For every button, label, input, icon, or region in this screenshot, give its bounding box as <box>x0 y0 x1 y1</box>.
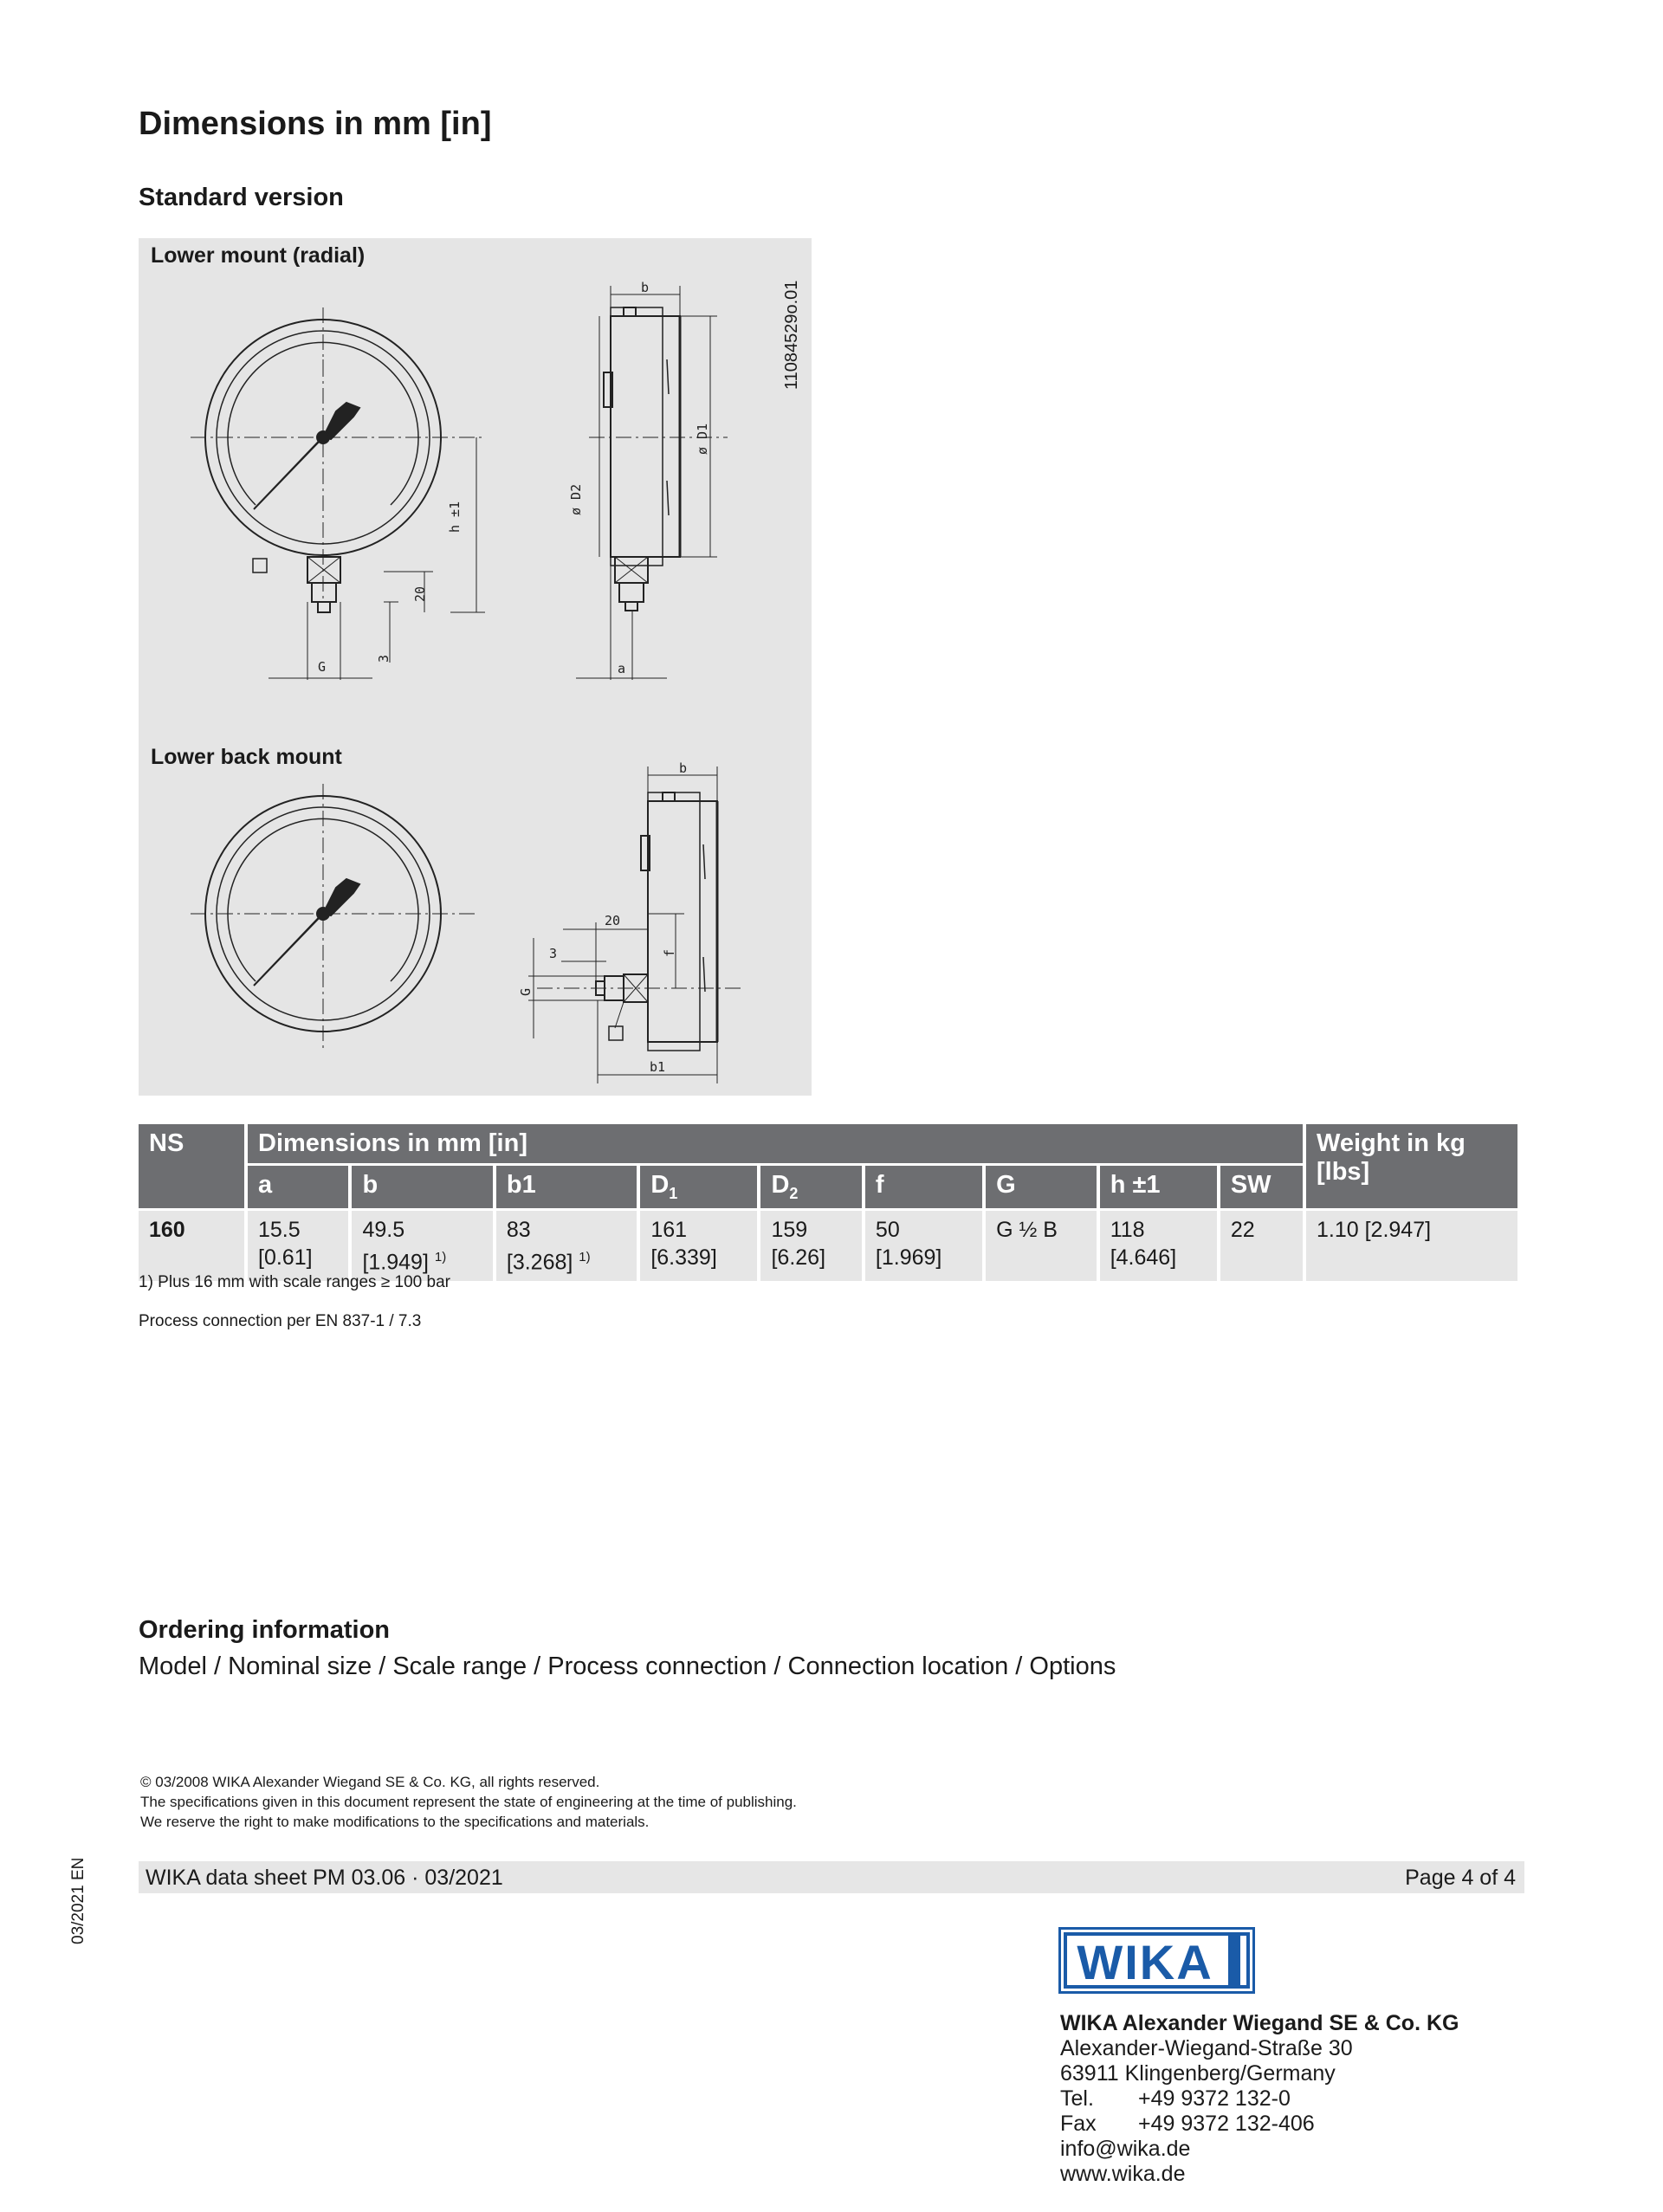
header-b: b <box>352 1166 492 1208</box>
thread-connection <box>312 583 336 602</box>
ordering-heading: Ordering information <box>139 1616 390 1644</box>
label-lower-back-mount: Lower back mount <box>151 745 342 769</box>
spanner-flat-symbol <box>253 559 267 572</box>
dim-label-f: f <box>662 948 677 957</box>
technical-drawing <box>139 238 812 1096</box>
cell-g: G ½ B <box>986 1211 1097 1281</box>
dimensions-table <box>135 1122 1521 1284</box>
header-h: h ±1 <box>1100 1166 1217 1208</box>
cell-a: 15.5 [0.61] <box>248 1211 348 1281</box>
header-d1: $D_1$ <box>640 1166 757 1208</box>
dim-label-g: G <box>318 659 327 675</box>
cell-h: 118 [4.646] <box>1100 1211 1217 1281</box>
drawing-number: 11084529o.01 <box>782 280 801 390</box>
modifications-line: We reserve the right to make modifications to the specifications and materials. <box>140 1814 650 1830</box>
label-lower-mount-radial: Lower mount (radial) <box>151 243 366 268</box>
cell-d2: 159 [6.26] <box>760 1211 861 1281</box>
cell-f: 50 [1.969] <box>865 1211 982 1281</box>
cell-b: 49.5 [1.949] $^{1)}$ <box>352 1211 492 1281</box>
svg-text:WIKA: WIKA <box>1077 1935 1213 1989</box>
back-mount-labels <box>518 760 687 1075</box>
phone: Tel. +49 9372 132-0 <box>1060 2086 1291 2111</box>
radial-side-view <box>576 286 728 680</box>
side-edition-text: 03/2021 EN <box>69 1857 87 1944</box>
page-number: Page 4 of 4 <box>1405 1866 1516 1890</box>
dim-label-h: h ±1 <box>447 501 463 533</box>
header-sw: SW <box>1220 1166 1303 1208</box>
fax: Fax +49 9372 132-406 <box>1060 2112 1315 2136</box>
pointer-hub <box>317 431 329 443</box>
cell-weight: 1.10 [2.947] <box>1306 1211 1517 1281</box>
dim-label-d2: ø D2 <box>568 483 584 515</box>
cell-ns: 160 <box>139 1211 244 1281</box>
radial-front-view <box>191 307 485 680</box>
specs-line: The specifications given in this document represent the state of engineering at the time of publishing. <box>140 1794 797 1810</box>
back-mount-front-view <box>191 784 476 1052</box>
table-row <box>139 1211 1517 1281</box>
dim-label-b1: b1 <box>650 1059 666 1075</box>
datasheet-id: WIKA data sheet PM 03.06 · 03/2021 <box>146 1866 503 1890</box>
dim-label-a: a <box>618 661 626 676</box>
website-link[interactable]: www.wika.de <box>1060 2162 1186 2186</box>
company-address <box>1060 2011 1459 2187</box>
cell-d1: 161 [6.339] <box>640 1211 757 1281</box>
gauge-drawing-svg <box>139 238 812 1096</box>
dim-label-20-back: 20 <box>605 913 621 928</box>
footnote: 1) Plus 16 mm with scale ranges ≥ 100 bar <box>139 1273 450 1291</box>
cell-sw: 22 <box>1220 1211 1303 1281</box>
header-a: a <box>248 1166 348 1208</box>
cell-b1: 83 [3.268] $^{1)}$ <box>496 1211 637 1281</box>
header-b1: b1 <box>496 1166 637 1208</box>
copyright-line: © 03/2008 WIKA Alexander Wiegand SE & Co. KG, all rights reserved. <box>140 1774 600 1790</box>
dim-label-3: 3 <box>376 654 391 663</box>
header-dimensions: Dimensions in mm [in] <box>248 1124 1303 1163</box>
dim-label-b-back: b <box>679 760 688 776</box>
header-ns: NS <box>139 1124 244 1208</box>
case-side <box>611 316 680 557</box>
city: 63911 Klingenberg/Germany <box>1060 2061 1336 2086</box>
company-name: WIKA Alexander Wiegand SE & Co. KG <box>1060 2011 1459 2035</box>
dim-label-20: 20 <box>412 585 428 602</box>
ordering-text: Model / Nominal size / Scale range / Process connection / Connection location / Options <box>139 1653 1116 1680</box>
wika-logo <box>1058 1927 1255 1994</box>
dim-label-3-back: 3 <box>549 946 558 961</box>
section-subtitle: Standard version <box>139 184 344 211</box>
header-f: f <box>865 1166 982 1208</box>
header-weight: Weight in kg [lbs] <box>1306 1124 1517 1208</box>
header-g: G <box>986 1166 1097 1208</box>
email-link[interactable]: info@wika.de <box>1060 2137 1191 2161</box>
copyright-block <box>140 1772 797 1832</box>
page-footer <box>139 1861 1524 1893</box>
dim-label-b: b <box>641 280 650 295</box>
dim-label-g-back: G <box>518 987 534 996</box>
gauge-pointer <box>254 432 327 509</box>
back-mount-side-view <box>528 766 745 1083</box>
radial-side-labels <box>568 280 710 676</box>
header-d2: $D_2$ <box>760 1166 861 1208</box>
process-note: Process connection per EN 837-1 / 7.3 <box>139 1312 422 1330</box>
street: Alexander-Wiegand-Straße 30 <box>1060 2036 1353 2060</box>
table-header-row <box>139 1124 1517 1163</box>
page-title: Dimensions in mm [in] <box>139 106 492 142</box>
dim-label-d1: ø D1 <box>695 423 710 455</box>
